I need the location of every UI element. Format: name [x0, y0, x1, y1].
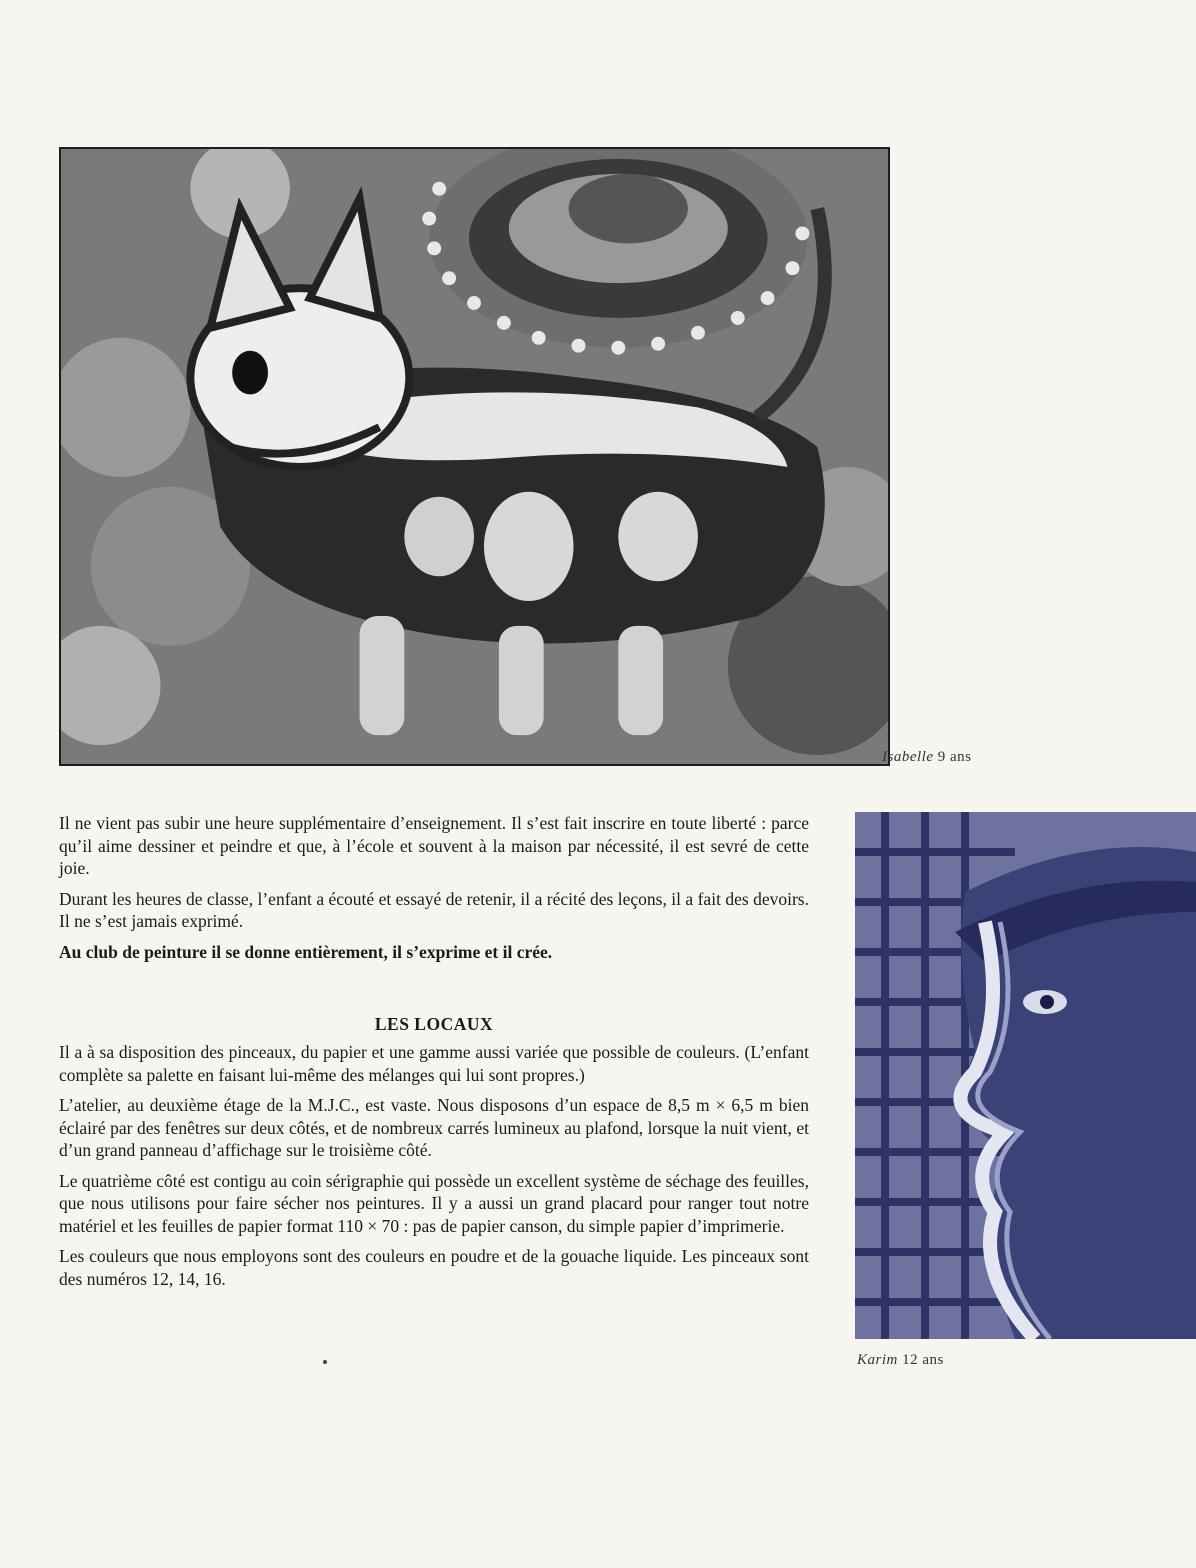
locaux-paragraph-4: Les couleurs que nous employons sont des couleurs en poudre et de la gouache liquide. Les pinceaux sont des numéros 12, 14, 16. [59, 1246, 809, 1289]
intro-paragraph-2: Durant les heures de classe, l’enfant a écouté et essayé de retenir, il a récité des leçons, il a fait des devoirs. Il ne s’est jamais exprimé. [59, 888, 809, 931]
locaux-paragraph-3: Le quatrième côté est contigu au coin sérigraphie qui possède un excellent système de séchage des feuilles, que nous utilisons pour faire sécher nos peintures. Il y a aussi un grand placard pour ranger tout notre matériel et les feuilles de papier format 110 × 70 : pas de papier canson, du simple papier d’imprimerie. [59, 1170, 809, 1236]
section-heading: LES LOCAUX [374, 1014, 494, 1034]
caption-isabelle [882, 749, 971, 766]
intro-paragraph-1: Il ne vient pas subir une heure supplémentaire d’enseignement. Il s’est fait inscrire en toute liberté : parce qu’il aime dessiner et peindre et que, à l’école et souvent à la maison par nécessité, il est sevré de cette joie. [59, 813, 809, 878]
caption-karim [857, 1352, 944, 1369]
child-painting-cat-icon [61, 149, 888, 764]
locaux-paragraph-1: Il a à sa disposition des pinceaux, du papier et une gamme aussi variée que possible de couleurs. (L’enfant complète sa palette en faisant lui-même des mélanges qui lui sont propres.) [59, 1042, 809, 1085]
caption-name: Isabelle [882, 749, 934, 765]
caption-name: Karim [857, 1352, 898, 1368]
child-painting-face-icon [855, 812, 1196, 1339]
intro-text [59, 812, 809, 971]
cat-painting-photo [59, 147, 890, 766]
caption-age: 12 ans [902, 1352, 944, 1368]
caption-age: 9 ans [937, 749, 972, 765]
speck-dot [323, 1360, 327, 1364]
face-painting-photo [855, 812, 1196, 1339]
intro-paragraph-3: Au club de peinture il se donne entièrement, il s’exprime et il crée. [59, 941, 553, 962]
locaux-text [59, 1041, 809, 1298]
locaux-paragraph-2: L’atelier, au deuxième étage de la M.J.C., est vaste. Nous disposons d’un espace de 8,5 m × 6,5 m bien éclairé par des fenêtres sur deux côtés, et de nombreux carrés lumineux au plafond, lorsque la nuit vient, et d’un grand panneau d’affichage sur le troisième côté. [59, 1095, 809, 1160]
